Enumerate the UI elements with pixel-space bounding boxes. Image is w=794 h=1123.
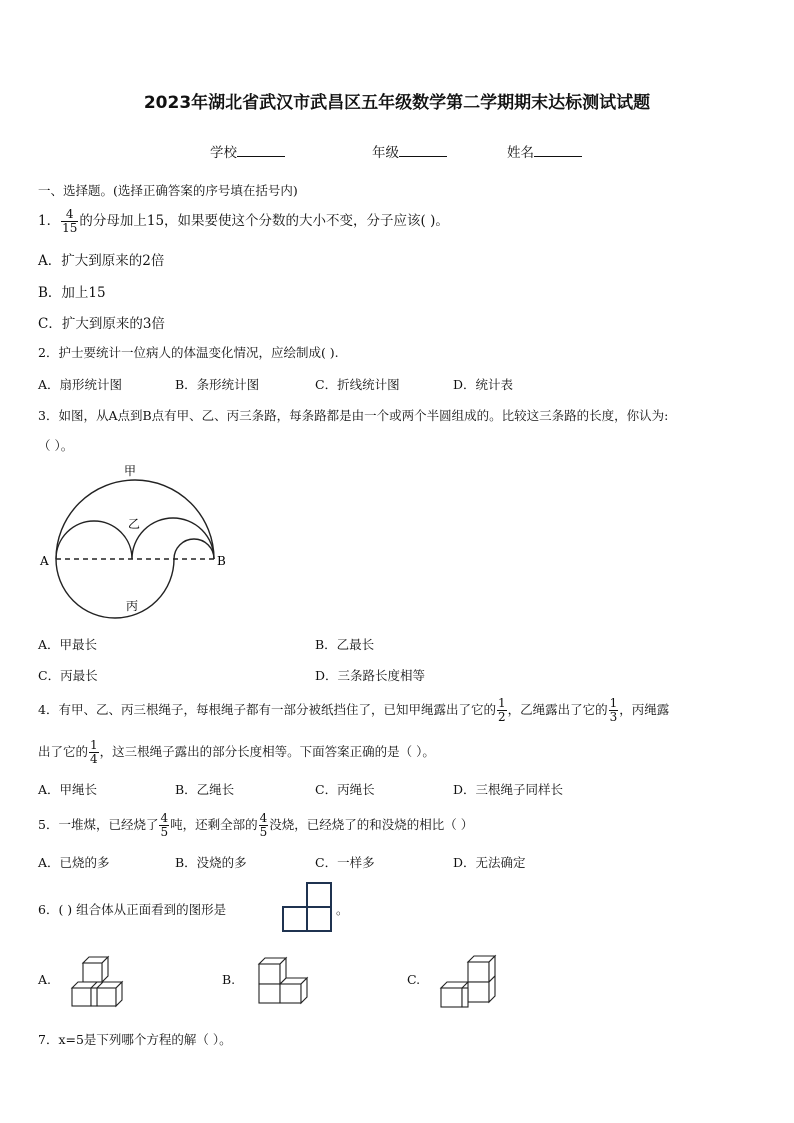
option-a[interactable]: A．甲绳长: [38, 782, 98, 797]
option-a[interactable]: A．扇形统计图: [38, 377, 123, 392]
option-b[interactable]: B．乙绳长: [175, 782, 235, 797]
cube-group-a: [72, 957, 122, 1006]
grade-label: 年级: [372, 145, 399, 161]
option-a[interactable]: A．扩大到原来的2倍: [38, 253, 165, 269]
option-b[interactable]: B．加上15: [38, 285, 106, 301]
fraction: $\frac{1}{4}$: [90, 738, 98, 766]
fraction: $\frac{1}{2}$: [497, 696, 506, 724]
label-a: A: [40, 554, 49, 568]
option-d[interactable]: D．三条路长度相等: [315, 668, 426, 683]
page-title: 2023年湖北省武汉市武昌区五年级数学第二学期期末达标测试试题: [143, 93, 651, 113]
option-a[interactable]: A．甲最长: [38, 637, 98, 652]
option-c[interactable]: C．折线统计图: [315, 377, 400, 392]
option-d[interactable]: D．统计表: [453, 377, 514, 392]
section-heading: 一、选择题。(选择正确答案的序号填在括号内): [38, 183, 298, 198]
question-7: 7．x=5是下列哪个方程的解（ ）。: [38, 1032, 232, 1047]
question-2: 2．护士要统计一位病人的体温变化情况，应绘制成( ).: [38, 345, 339, 360]
label-jia: 甲: [124, 464, 137, 478]
option-c[interactable]: C．一样多: [315, 855, 375, 870]
option-b[interactable]: B.: [222, 972, 236, 987]
fraction: $\frac{4}{5}$: [160, 811, 169, 839]
cube-group-c: [441, 956, 495, 1007]
label-yi: 乙: [128, 517, 141, 531]
question-text: 的分母加上15，如果要使这个分数的大小不变，分子应该( )。: [79, 213, 449, 229]
option-c[interactable]: C．丙最长: [38, 668, 98, 683]
question-4-line-2: 出了它的 $\frac{1}{4}$ ，这三根绳子露出的部分长度相等。下面答案正确的是（ ）。: [38, 738, 435, 766]
question-4-line-1: 4．有甲、乙、丙三根绳子，每根绳子都有一部分被纸挡住了，已知甲绳露出了它的 $\frac{1}{2}$ ，乙绳露出了它的 $\frac{1}{3}$ ，丙绳露: [38, 696, 670, 724]
option-a[interactable]: A.: [38, 972, 52, 987]
question-3-paren: （ ）。: [38, 438, 74, 453]
question-5: 5．一堆煤，已经烧了 $\frac{4}{5}$ 吨，还剩全部的 $\frac{4}{5}$ 没烧，已经烧了的和没烧的相比（ ）: [38, 811, 474, 839]
question-6-end: 。: [336, 902, 349, 917]
option-d[interactable]: D．三根绳子同样长: [453, 782, 564, 797]
question-6: 6．( ) 组合体从正面看到的图形是: [38, 902, 227, 917]
option-d[interactable]: D．无法确定: [453, 855, 526, 870]
option-a[interactable]: A．已烧的多: [38, 855, 110, 870]
name-label: 姓名: [507, 145, 534, 161]
fraction: $\frac{4}{5}$: [259, 811, 268, 839]
option-b[interactable]: B．没烧的多: [175, 855, 247, 870]
option-b[interactable]: B．乙最长: [315, 637, 375, 652]
label-bing: 丙: [126, 599, 139, 613]
label-b: B: [217, 554, 226, 568]
school-label: 学校: [210, 145, 237, 161]
cube-group-b: [259, 958, 307, 1003]
fraction: $\frac{4}{15}$: [62, 207, 78, 235]
option-c[interactable]: C．扩大到原来的3倍: [38, 316, 165, 332]
fraction: $\frac{1}{3}$: [609, 696, 618, 724]
option-c[interactable]: C．丙绳长: [315, 782, 375, 797]
question-number: 1．: [38, 213, 61, 229]
option-b[interactable]: B．条形统计图: [175, 377, 260, 392]
question-3: 3．如图，从A点到B点有甲、乙、丙三条路，每条路都是由一个或两个半圆组成的。比较这三条路的长度，你认为:: [38, 408, 669, 423]
option-c[interactable]: C.: [407, 972, 421, 987]
